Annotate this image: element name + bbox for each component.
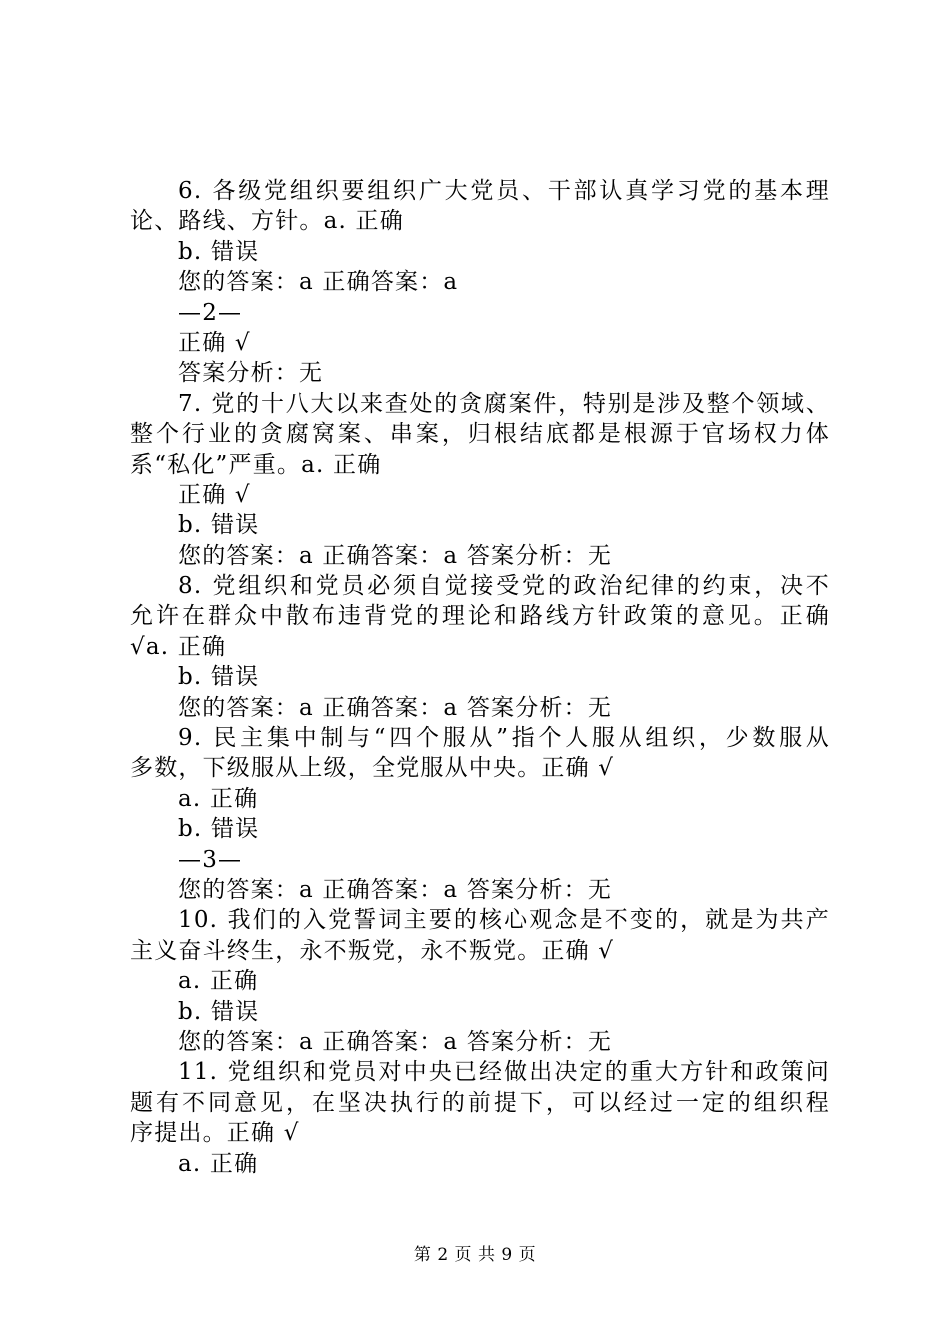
text-line: 9. 民主集中制与“四个服从”指个人服从组织，少数服从 — [178, 725, 830, 752]
text-line: 主义奋斗终生，永不叛党，永不叛党。正确 √ — [130, 937, 615, 964]
text-line: a. 正确 — [178, 968, 259, 995]
text-line: b. 错误 — [178, 816, 260, 843]
text-line: 11. 党组织和党员对中央已经做出决定的重大方针和政策问 — [178, 1059, 830, 1086]
document-body — [130, 176, 830, 1179]
text-line: b. 错误 — [178, 238, 260, 265]
text-line: √a. 正确 — [130, 633, 227, 660]
text-line: a. 正确 — [178, 1150, 259, 1177]
text-line: 题有不同意见，在坚决执行的前提下，可以经过一定的组织程 — [130, 1089, 830, 1116]
text-line: 整个行业的贪腐窝案、串案，归根结底都是根源于官场权力体 — [130, 421, 830, 448]
text-line: a. 正确 — [178, 785, 259, 812]
text-line: 您的答案：a 正确答案：a 答案分析：无 — [178, 1028, 613, 1055]
page-footer: 第 2 页 共 9 页 — [413, 1245, 537, 1265]
text-line: 您的答案：a 正确答案：a 答案分析：无 — [178, 542, 613, 569]
text-line: 序提出。正确 √ — [130, 1120, 300, 1147]
text-line: 10. 我们的入党誓词主要的核心观念是不变的，就是为共产 — [178, 907, 830, 934]
text-line: 您的答案：a 正确答案：a 答案分析：无 — [178, 694, 613, 721]
text-line: 允许在群众中散布违背党的理论和路线方针政策的意见。正确 — [130, 603, 830, 630]
text-line: 您的答案：a 正确答案：a — [178, 269, 459, 296]
text-line: 多数，下级服从上级，全党服从中央。正确 √ — [130, 755, 615, 782]
text-line: 系“私化”严重。a. 正确 — [130, 451, 382, 478]
text-line: 6. 各级党组织要组织广大党员、干部认真学习党的基本理 — [178, 178, 830, 204]
text-line: b. 错误 — [178, 998, 260, 1025]
text-line: b. 错误 — [178, 664, 260, 691]
text-line: 正确 √ — [178, 481, 251, 508]
text-line: b. 错误 — [178, 512, 260, 539]
text-line: 您的答案：a 正确答案：a 答案分析：无 — [178, 876, 613, 903]
text-line: —2— — [178, 299, 243, 326]
text-line: 论、路线、方针。a. 正确 — [130, 208, 404, 235]
text-line: 答案分析：无 — [178, 360, 324, 387]
text-line: 正确 √ — [178, 329, 251, 356]
text-line: 7. 党的十八大以来查处的贪腐案件，特别是涉及整个领域、 — [178, 390, 830, 417]
text-line: —3— — [178, 846, 243, 873]
text-line: 8. 党组织和党员必须自觉接受党的政治纪律的约束，决不 — [178, 573, 830, 600]
